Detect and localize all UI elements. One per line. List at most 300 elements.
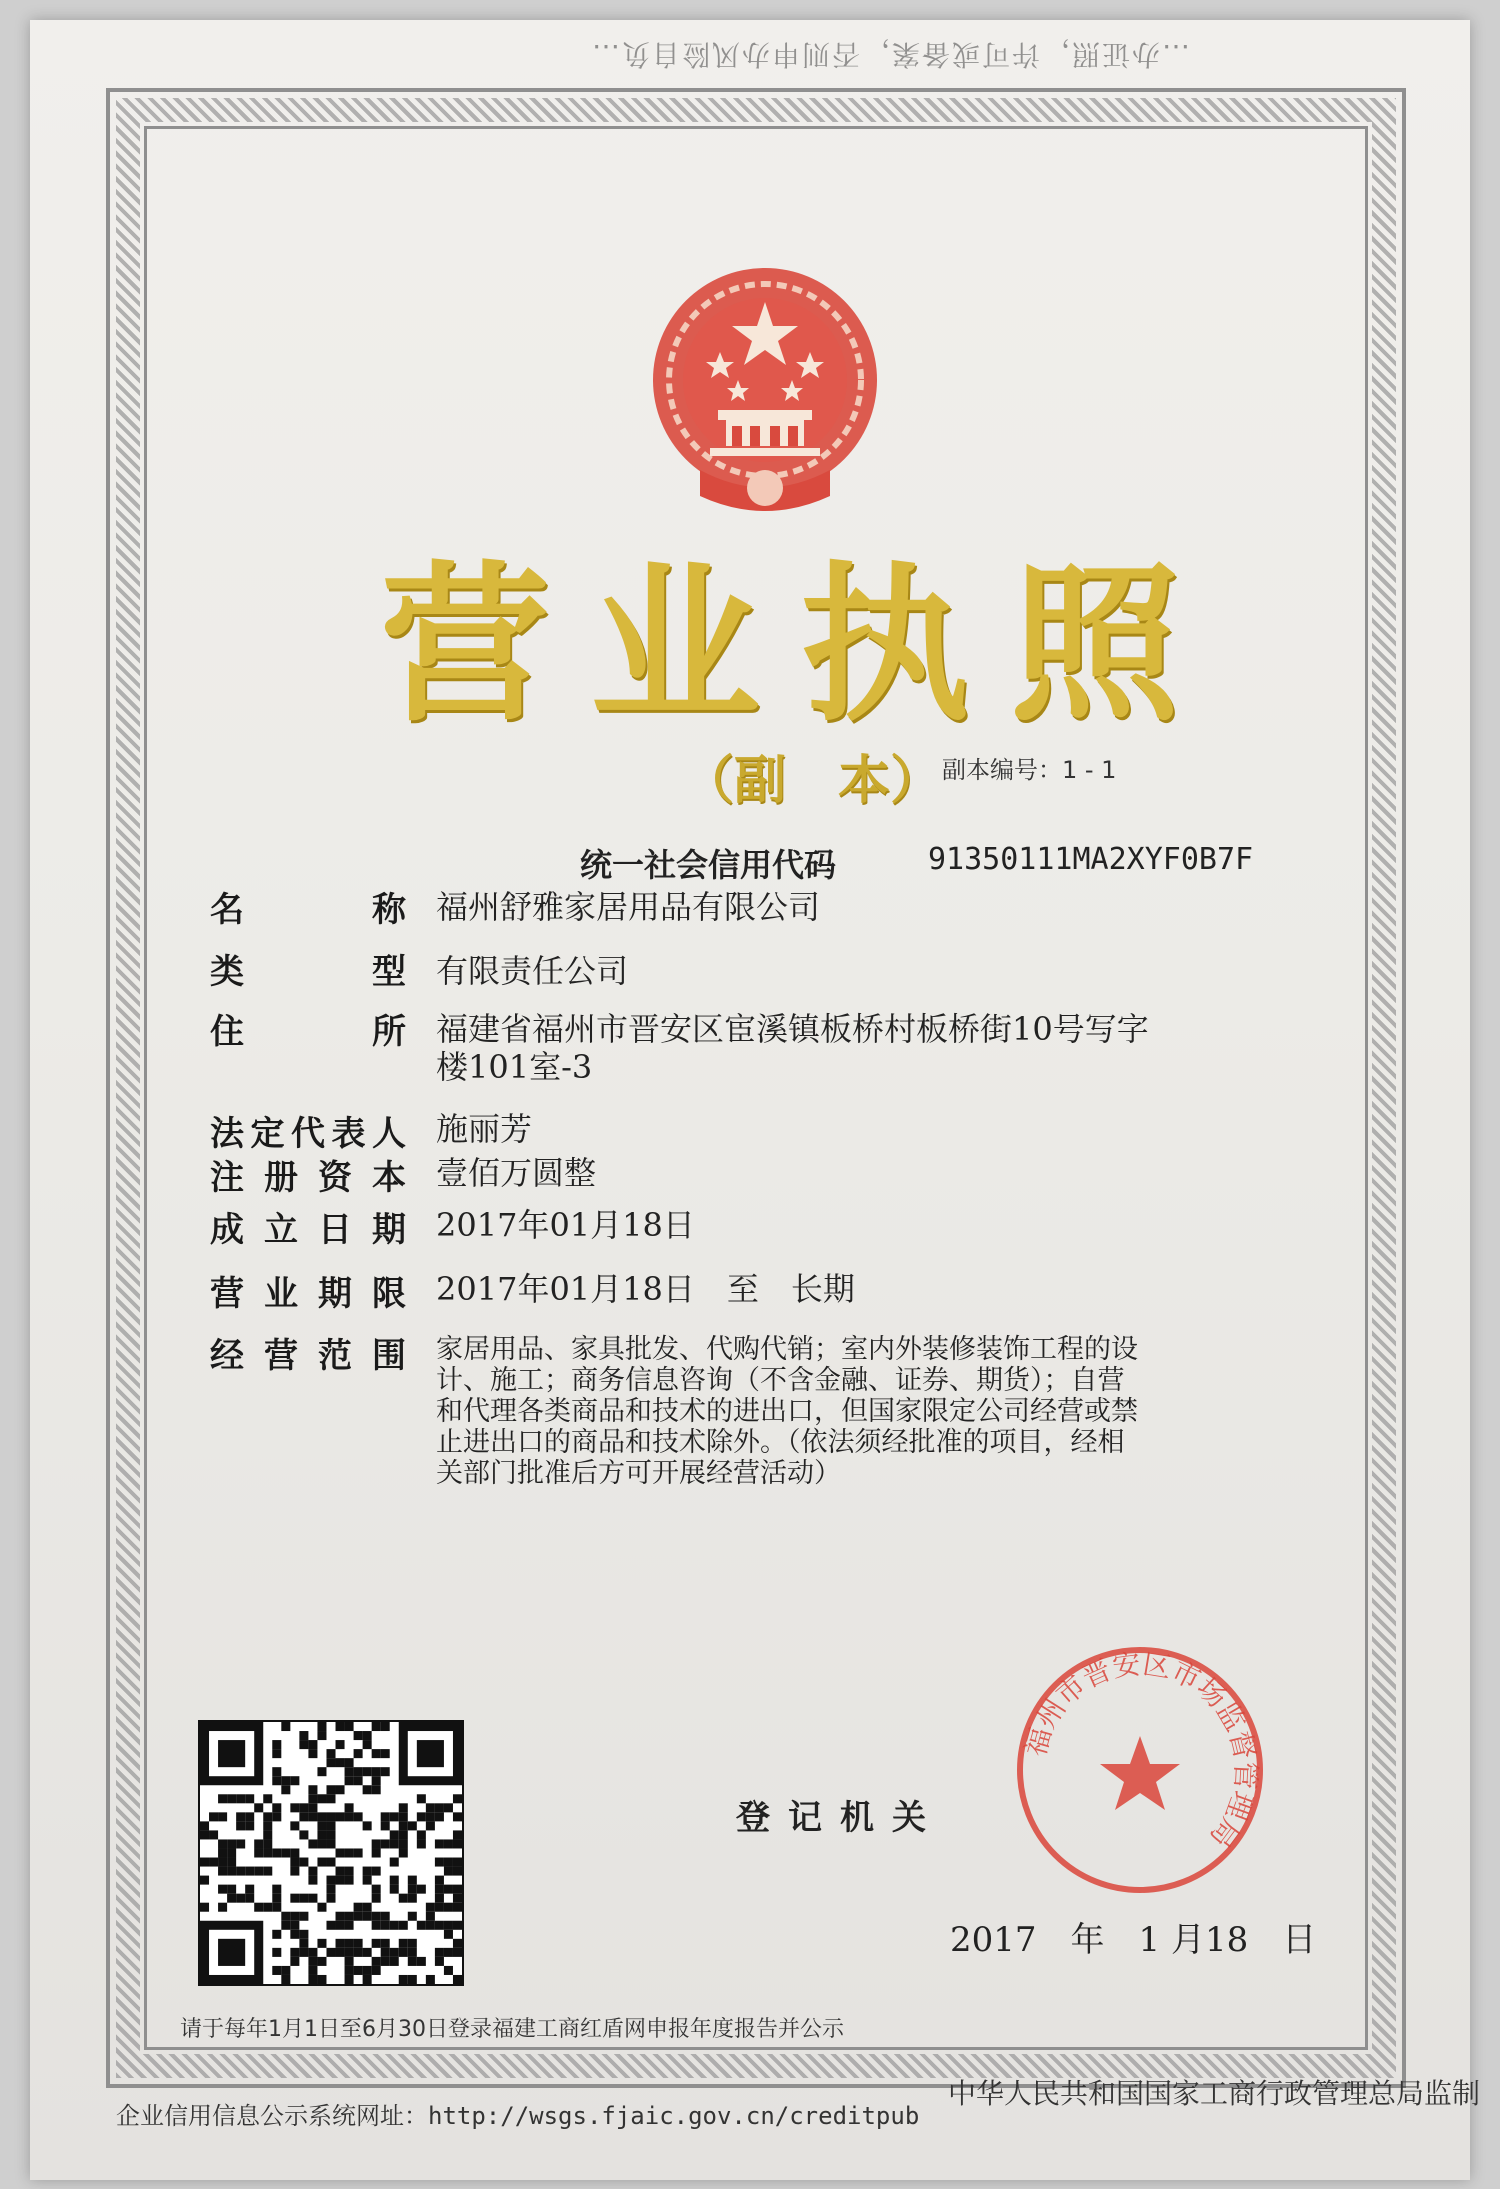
qr-module [381, 1722, 390, 1731]
qr-module [453, 1812, 462, 1821]
official-seal-icon [1010, 1640, 1270, 1900]
qr-module [354, 1939, 363, 1948]
name-value: 福州舒雅家居用品有限公司 [436, 888, 821, 926]
qr-module [435, 1876, 444, 1885]
qr-module [408, 1876, 417, 1885]
term-value: 2017年01月18日 至 长期 [436, 1270, 855, 1308]
qr-module [281, 1966, 290, 1975]
name-label [210, 882, 406, 931]
qr-module [209, 1858, 218, 1867]
qr-module [381, 1948, 390, 1957]
qr-module [218, 1858, 227, 1867]
qr-module [326, 1830, 335, 1839]
address-value [436, 1010, 1216, 1086]
qr-module [272, 1903, 281, 1912]
qr-module [426, 1803, 435, 1812]
qr-module [390, 1876, 399, 1885]
qr-module [326, 1948, 335, 1957]
qr-module [254, 1839, 263, 1848]
qr-module [272, 1948, 281, 1957]
qr-module [336, 1867, 345, 1876]
qr-module [399, 1812, 408, 1821]
registration-date: 2017 年 1 月18 日 [950, 1920, 1317, 1960]
label-char: 日 [318, 1210, 352, 1250]
type-label [210, 944, 406, 993]
qr-module [363, 1903, 372, 1912]
qr-module [426, 1821, 435, 1830]
qr-module [336, 1848, 345, 1857]
qr-module [299, 1939, 308, 1948]
qr-module [345, 1912, 354, 1921]
qr-module [218, 1812, 227, 1821]
qr-module [317, 1821, 326, 1830]
qr-module [299, 1830, 308, 1839]
qr-module [290, 1848, 299, 1857]
qr-module [363, 1740, 372, 1749]
qr-module [363, 1948, 372, 1957]
scope-line: 止进出口的商品和技术除外。（依法须经批准的项目，经相 [436, 1427, 1125, 1458]
qr-module [435, 1812, 444, 1821]
title-char: 业 [589, 544, 760, 745]
qr-module [354, 1731, 363, 1740]
copy-number: 副本编号：1 - 1 [942, 756, 1117, 784]
qr-module [272, 1885, 281, 1894]
legal-rep-value: 施丽芳 [436, 1110, 533, 1148]
label-char: 围 [372, 1336, 406, 1376]
label-char: 立 [264, 1210, 298, 1250]
qr-module [444, 1921, 453, 1930]
qr-module [408, 1912, 417, 1921]
type-value: 有限责任公司 [436, 952, 629, 990]
qr-module [227, 1885, 236, 1894]
qr-module [363, 1767, 372, 1776]
qr-module [381, 1749, 390, 1758]
qr-module [218, 1867, 227, 1876]
qr-module [308, 1839, 317, 1848]
qr-module [281, 1912, 290, 1921]
qr-module [372, 1776, 381, 1785]
qr-module [336, 1785, 345, 1794]
qr-module [254, 1903, 263, 1912]
qr-module [372, 1839, 381, 1848]
qr-module [372, 1867, 381, 1876]
qr-module [453, 1894, 462, 1903]
qr-module [336, 1722, 345, 1731]
qr-module [236, 1812, 245, 1821]
qr-module [399, 1821, 408, 1830]
qr-module [453, 1939, 462, 1948]
qr-module [408, 1821, 417, 1830]
label-char: 经 [210, 1336, 244, 1376]
qr-module [290, 1957, 299, 1966]
qr-module [326, 1858, 335, 1867]
scope-label [210, 1328, 406, 1377]
qr-module [363, 1785, 372, 1794]
qr-module [372, 1785, 381, 1794]
address-line-1: 福建省福州市晋安区宦溪镇板桥村板桥街10号写字 [436, 1010, 1149, 1048]
qr-module [317, 1939, 326, 1948]
qr-module [290, 1858, 299, 1867]
label-char: 成 [210, 1210, 244, 1250]
qr-module [435, 1885, 444, 1894]
qr-module [272, 1749, 281, 1758]
qr-module [218, 1839, 227, 1848]
label-char: 所 [372, 1012, 406, 1052]
qr-module [399, 1803, 408, 1812]
qr-finder [417, 1740, 444, 1767]
scope-line: 和代理各类商品和技术的进出口，但国家限定公司经营或禁 [436, 1396, 1138, 1427]
qr-module [308, 1957, 317, 1966]
label-char: 称 [372, 890, 406, 930]
qr-module [345, 1876, 354, 1885]
qr-module [317, 1903, 326, 1912]
qr-module [345, 1767, 354, 1776]
qr-module [200, 1903, 209, 1912]
qr-module [326, 1794, 335, 1803]
qr-module [363, 1731, 372, 1740]
qr-module [326, 1839, 335, 1848]
qr-module [381, 1812, 390, 1821]
qr-module [236, 1839, 245, 1848]
qr-module [435, 1957, 444, 1966]
qr-module [444, 1948, 453, 1957]
qr-module [308, 1867, 317, 1876]
qr-module [426, 1921, 435, 1930]
scope-line: 计、施工；商务信息咨询（不含金融、证券、期货）；自营 [436, 1365, 1125, 1396]
qr-module [299, 1803, 308, 1812]
qr-module [426, 1903, 435, 1912]
qr-module [336, 1948, 345, 1957]
annual-report-notice: 请于每年1月1日至6月30日登录福建工商红盾网申报年度报告并公示 [180, 2017, 844, 2042]
qr-module [408, 1957, 417, 1966]
qr-module [245, 1885, 254, 1894]
qr-module [281, 1722, 290, 1731]
qr-module [272, 1966, 281, 1975]
title-char: 营 [380, 544, 551, 745]
qr-module [272, 1803, 281, 1812]
qr-module [272, 1848, 281, 1857]
qr-module [227, 1894, 236, 1903]
qr-module [399, 1830, 408, 1839]
qr-module [317, 1767, 326, 1776]
qr-module [200, 1830, 209, 1839]
title-char: 照 [1009, 544, 1180, 745]
qr-module [308, 1794, 317, 1803]
qr-module [227, 1867, 236, 1876]
qr-module [435, 1839, 444, 1848]
qr-module [281, 1848, 290, 1857]
qr-module [372, 1912, 381, 1921]
qr-module [336, 1812, 345, 1821]
qr-module [299, 1948, 308, 1957]
qr-module [326, 1821, 335, 1830]
capital-value: 壹佰万圆整 [436, 1154, 597, 1192]
label-char: 限 [372, 1274, 406, 1314]
established-value: 2017年01月18日 [436, 1206, 695, 1244]
qr-module [435, 1894, 444, 1903]
qr-module [363, 1821, 372, 1830]
qr-module [236, 1794, 245, 1803]
qr-module [417, 1812, 426, 1821]
qr-module [354, 1848, 363, 1857]
qr-module [263, 1794, 272, 1803]
qr-module [317, 1731, 326, 1740]
qr-module [308, 1948, 317, 1957]
qr-module [299, 1731, 308, 1740]
qr-module [390, 1921, 399, 1930]
credit-url: http://wsgs.fjaic.gov.cn/creditpub [428, 2102, 920, 2130]
qr-module [417, 1957, 426, 1966]
qr-module [345, 1722, 354, 1731]
qr-module [453, 1975, 462, 1984]
national-emblem-icon [640, 260, 890, 530]
qr-module [435, 1858, 444, 1867]
legal-rep-label [210, 1106, 406, 1155]
qr-module [372, 1749, 381, 1758]
qr-module [272, 1767, 281, 1776]
qr-module [372, 1957, 381, 1966]
qr-module [272, 1776, 281, 1785]
label-char: 表 [331, 1114, 366, 1154]
qr-module [308, 1975, 317, 1984]
qr-module [218, 1885, 227, 1894]
qr-module [408, 1948, 417, 1957]
qr-module [408, 1975, 417, 1984]
qr-module [390, 1885, 399, 1894]
qr-module [263, 1812, 272, 1821]
label-char: 资 [318, 1158, 352, 1198]
qr-module [381, 1839, 390, 1848]
qr-module [345, 1867, 354, 1876]
label-char: 业 [264, 1274, 298, 1314]
qr-module [399, 1975, 408, 1984]
qr-module [408, 1894, 417, 1903]
qr-module [336, 1921, 345, 1930]
qr-module [390, 1957, 399, 1966]
qr-module [308, 1894, 317, 1903]
subtitle: （副 本） [682, 750, 943, 811]
qr-module [453, 1830, 462, 1839]
qr-module [326, 1885, 335, 1894]
qr-module [354, 1948, 363, 1957]
qr-module [390, 1948, 399, 1957]
established-label [210, 1202, 406, 1251]
qr-module [444, 1867, 453, 1876]
qr-module [354, 1749, 363, 1758]
qr-module [345, 1848, 354, 1857]
qr-module [317, 1794, 326, 1803]
qr-module [245, 1794, 254, 1803]
qr-module [417, 1885, 426, 1894]
qr-module [272, 1740, 281, 1749]
qr-module [399, 1894, 408, 1903]
capital-label [210, 1150, 406, 1199]
label-char: 注 [210, 1158, 244, 1198]
qr-module [200, 1858, 209, 1867]
label-char: 册 [264, 1158, 298, 1198]
qr-module [254, 1867, 263, 1876]
scope-value [436, 1334, 1216, 1489]
qr-module [417, 1794, 426, 1803]
qr-module [372, 1921, 381, 1930]
qr-module [453, 1858, 462, 1867]
qr-module [345, 1803, 354, 1812]
registration-organ-label: 登记机关 [736, 1798, 944, 1838]
qr-module [336, 1740, 345, 1749]
qr-module [281, 1975, 290, 1984]
qr-module [326, 1758, 335, 1767]
qr-module [317, 1975, 326, 1984]
qr-module [299, 1894, 308, 1903]
qr-module [453, 1903, 462, 1912]
qr-module [345, 1776, 354, 1785]
qr-module [227, 1848, 236, 1857]
label-char: 法 [210, 1114, 244, 1154]
qr-module [444, 1885, 453, 1894]
qr-module [345, 1939, 354, 1948]
qr-module [399, 1921, 408, 1930]
qr-module [209, 1812, 218, 1821]
qr-module [372, 1894, 381, 1903]
qr-module [399, 1939, 408, 1948]
qr-module [281, 1785, 290, 1794]
qr-module [308, 1966, 317, 1975]
qr-module [290, 1803, 299, 1812]
scope-line: 关部门批准后方可开展经营活动） [436, 1458, 841, 1489]
qr-module [308, 1749, 317, 1758]
label-char: 人 [372, 1114, 406, 1154]
qr-module [308, 1740, 317, 1749]
seal-text: 福州市晋安区市场监督管理局 [1018, 1647, 1263, 1854]
qr-finder [218, 1740, 245, 1767]
url-label: 企业信用信息公示系统网址： [116, 2102, 428, 2130]
qr-module [345, 1975, 354, 1984]
label-char: 期 [318, 1274, 352, 1314]
qr-module [408, 1885, 417, 1894]
qr-module [209, 1830, 218, 1839]
qr-module [345, 1948, 354, 1957]
qr-module [426, 1975, 435, 1984]
qr-module [363, 1966, 372, 1975]
qr-module [354, 1812, 363, 1821]
qr-module [245, 1894, 254, 1903]
qr-module [453, 1867, 462, 1876]
qr-module [290, 1948, 299, 1957]
qr-module [245, 1867, 254, 1876]
qr-module [227, 1794, 236, 1803]
qr-module [354, 1912, 363, 1921]
qr-module [453, 1839, 462, 1848]
qr-module [354, 1903, 363, 1912]
qr-module [363, 1975, 372, 1984]
qr-module [381, 1912, 390, 1921]
qr-module [290, 1776, 299, 1785]
qr-module [381, 1921, 390, 1930]
qr-module [399, 1948, 408, 1957]
qr-module [372, 1767, 381, 1776]
supervisor-text: 中华人民共和国国家工商行政管理总局监制 [948, 2077, 1481, 2110]
qr-module [317, 1812, 326, 1821]
qr-finder [218, 1939, 245, 1966]
qr-module [326, 1894, 335, 1903]
qr-module [218, 1794, 227, 1803]
qr-module [408, 1939, 417, 1948]
qr-module [381, 1957, 390, 1966]
qr-module [417, 1921, 426, 1930]
qr-module [290, 1821, 299, 1830]
label-char: 范 [318, 1336, 352, 1376]
qr-module [299, 1812, 308, 1821]
qr-module [435, 1903, 444, 1912]
qr-module [317, 1722, 326, 1731]
qr-module [372, 1885, 381, 1894]
qr-module [272, 1812, 281, 1821]
header-strip: …办证照，许可或备案，否则申办风险自负… [589, 38, 1190, 71]
qr-module [245, 1812, 254, 1821]
qr-module [299, 1858, 308, 1867]
qr-module [372, 1848, 381, 1857]
title-char: 执 [799, 544, 970, 745]
qr-module [435, 1803, 444, 1812]
qr-module [390, 1830, 399, 1839]
qr-module [317, 1830, 326, 1839]
qr-module [218, 1848, 227, 1857]
qr-module [381, 1821, 390, 1830]
qr-module [345, 1758, 354, 1767]
label-char: 期 [372, 1210, 406, 1250]
qr-module [227, 1839, 236, 1848]
qr-module [263, 1903, 272, 1912]
label-char: 营 [210, 1274, 244, 1314]
qr-module [218, 1903, 227, 1912]
label-char: 类 [210, 952, 244, 992]
qr-module [290, 1921, 299, 1930]
qr-module [336, 1758, 345, 1767]
qr-module [290, 1930, 299, 1939]
qr-module [453, 1921, 462, 1930]
page-title [380, 530, 1180, 745]
qr-code-icon [198, 1720, 464, 1986]
qr-module [336, 1876, 345, 1885]
qr-module [308, 1803, 317, 1812]
qr-module [399, 1848, 408, 1857]
qr-module [336, 1939, 345, 1948]
qr-module [290, 1867, 299, 1876]
scope-line: 家居用品、家具批发、代购代销；室内外装修装饰工程的设 [436, 1334, 1138, 1365]
qr-module [444, 1839, 453, 1848]
label-char: 名 [210, 890, 244, 930]
qr-module [263, 1848, 272, 1857]
label-char: 营 [264, 1336, 298, 1376]
qr-module [263, 1867, 272, 1876]
qr-module [290, 1912, 299, 1921]
qr-module [444, 1803, 453, 1812]
qr-module [317, 1858, 326, 1867]
qr-module [444, 1858, 453, 1867]
qr-module [326, 1876, 335, 1885]
qr-module [281, 1921, 290, 1930]
qr-module [390, 1812, 399, 1821]
qr-module [290, 1894, 299, 1903]
qr-module [453, 1794, 462, 1803]
qr-module [426, 1812, 435, 1821]
qr-module [308, 1876, 317, 1885]
qr-module [326, 1785, 335, 1794]
qr-module [453, 1885, 462, 1894]
qr-module [444, 1930, 453, 1939]
qr-module [345, 1921, 354, 1930]
qr-module [372, 1939, 381, 1948]
